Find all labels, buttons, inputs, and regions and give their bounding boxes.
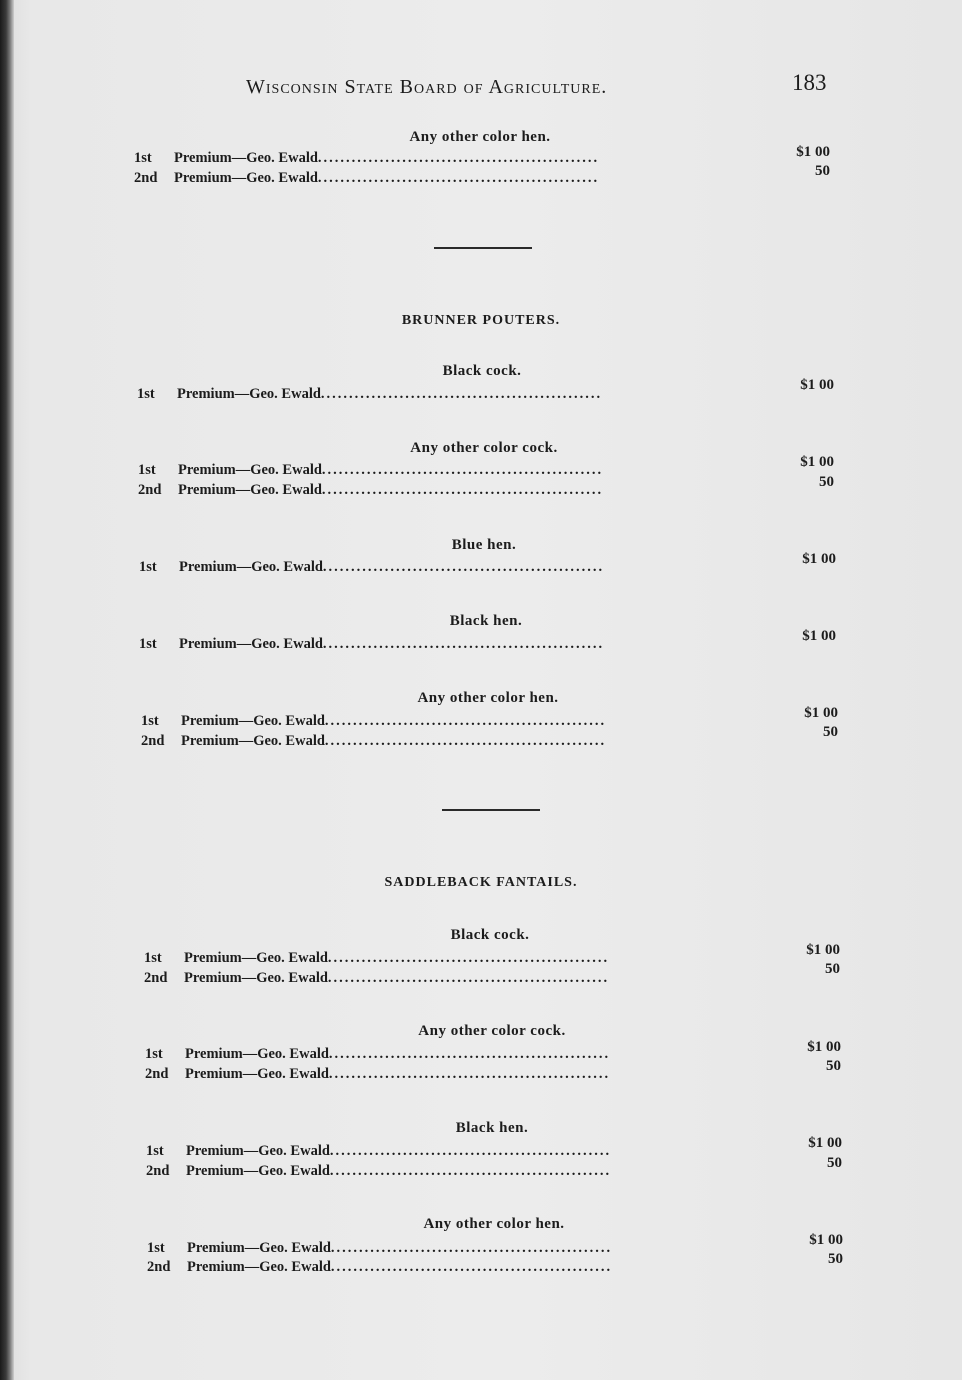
entry-text: Premium—Geo. Ewald [179, 636, 323, 652]
class-subtitle: Any other color cock. [410, 440, 558, 456]
entry-place: 2nd [144, 970, 168, 986]
entry-amount: $1 00 [808, 1135, 842, 1151]
premium-entry: 2nd Premium—Geo. Ewald.................................................. [141, 733, 607, 749]
entry-amount: $1 00 [807, 1039, 841, 1055]
entry-place: 2nd [134, 170, 158, 186]
entry-place: 1st [139, 559, 157, 575]
class-subtitle: Black cock. [442, 363, 522, 379]
entry-amount: 50 [819, 474, 834, 490]
entry-text: Premium—Geo. Ewald [181, 733, 325, 749]
entry-place: 1st [138, 462, 156, 478]
entry-place: 1st [139, 636, 157, 652]
class-subtitle: Black cock. [450, 927, 530, 943]
entry-place: 2nd [145, 1066, 169, 1082]
entry-text: Premium—Geo. Ewald [187, 1240, 331, 1256]
class-subtitle: Any other color hen. [409, 129, 551, 145]
premium-entry: 1st Premium—Geo. Ewald.................................................. [141, 713, 607, 729]
entry-amount: 50 [827, 1155, 842, 1171]
entry-text: Premium—Geo. Ewald [178, 462, 322, 478]
entry-text: Premium—Geo. Ewald [185, 1046, 329, 1062]
class-subtitle: Black hen. [455, 1120, 529, 1136]
section-title-saddleback-fantails: SADDLEBACK FANTAILS. [384, 875, 578, 890]
entry-place: 2nd [147, 1259, 171, 1275]
entry-place: 1st [144, 950, 162, 966]
entry-text: Premium—Geo. Ewald [184, 970, 328, 986]
entry-text: Premium—Geo. Ewald [186, 1143, 330, 1159]
entry-place: 1st [137, 386, 155, 402]
premium-entry: 2nd Premium—Geo. Ewald.................................................. [147, 1259, 613, 1275]
premium-entry: 1st Premium—Geo. Ewald.................................................. [139, 636, 605, 652]
entry-text: Premium—Geo. Ewald [184, 950, 328, 966]
entry-amount: $1 00 [800, 454, 834, 470]
class-subtitle: Black hen. [449, 613, 523, 629]
entry-amount: $1 00 [804, 705, 838, 721]
entry-amount: $1 00 [802, 551, 836, 567]
entry-amount: 50 [828, 1251, 843, 1267]
entry-place: 1st [145, 1046, 163, 1062]
premium-entry: 1st Premium—Geo. Ewald.................................................. [144, 950, 610, 966]
entry-amount: 50 [825, 961, 840, 977]
class-subtitle: Any other color hen. [423, 1216, 565, 1232]
entry-amount: 50 [815, 163, 830, 179]
entry-place: 2nd [138, 482, 162, 498]
page-number: 183 [792, 70, 827, 95]
entry-place: 1st [141, 713, 159, 729]
premium-entry: 1st Premium—Geo. Ewald.................................................. [138, 462, 604, 478]
entry-text: Premium—Geo. Ewald [186, 1163, 330, 1179]
entry-amount: $1 00 [809, 1232, 843, 1248]
entry-text: Premium—Geo. Ewald [181, 713, 325, 729]
entry-text: Premium—Geo. Ewald [185, 1066, 329, 1082]
premium-entry: 1st Premium—Geo. Ewald.................................................. [139, 559, 605, 575]
section-divider [442, 809, 540, 811]
premium-entry: 1st Premium—Geo. Ewald.................................................. [146, 1143, 612, 1159]
entry-place: 2nd [141, 733, 165, 749]
entry-amount: $1 00 [796, 144, 830, 160]
premium-entry: 2nd Premium—Geo. Ewald.................................................. [145, 1066, 611, 1082]
running-header [0, 68, 962, 108]
entry-text: Premium—Geo. Ewald [187, 1259, 331, 1275]
entry-place: 1st [146, 1143, 164, 1159]
entry-place: 1st [134, 150, 152, 166]
class-subtitle: Any other color cock. [418, 1023, 566, 1039]
class-subtitle: Any other color hen. [417, 690, 559, 706]
premium-entry: 2nd Premium—Geo. Ewald.................................................. [138, 482, 604, 498]
premium-entry: 1st Premium—Geo. Ewald.................................................. [145, 1046, 611, 1062]
premium-entry: 1st Premium—Geo. Ewald.................................................. [147, 1240, 613, 1256]
entry-text: Premium—Geo. Ewald [179, 559, 323, 575]
entry-place: 2nd [146, 1163, 170, 1179]
premium-entry: 2nd Premium—Geo. Ewald.................................................. [134, 170, 600, 186]
premium-entry: 1st Premium—Geo. Ewald.................................................. [137, 386, 603, 402]
entry-amount: $1 00 [806, 942, 840, 958]
running-header-title: Wisconsin State Board of Agriculture. [246, 76, 608, 98]
entry-text: Premium—Geo. Ewald [174, 170, 318, 186]
entry-place: 1st [147, 1240, 165, 1256]
class-subtitle: Blue hen. [451, 537, 517, 553]
premium-entry: 1st Premium—Geo. Ewald.................................................. [134, 150, 600, 166]
entry-text: Premium—Geo. Ewald [174, 150, 318, 166]
book-spine-shadow [0, 0, 14, 1380]
entry-text: Premium—Geo. Ewald [178, 482, 322, 498]
entry-amount: $1 00 [800, 377, 834, 393]
entry-amount: $1 00 [802, 628, 836, 644]
entry-amount: 50 [823, 724, 838, 740]
section-title-brunner-pouters: BRUNNER POUTERS. [401, 313, 561, 328]
premium-entry: 2nd Premium—Geo. Ewald.................................................. [146, 1163, 612, 1179]
section-divider [434, 247, 532, 249]
entry-amount: 50 [826, 1058, 841, 1074]
entry-text: Premium—Geo. Ewald [177, 386, 321, 402]
premium-entry: 2nd Premium—Geo. Ewald.................................................. [144, 970, 610, 986]
